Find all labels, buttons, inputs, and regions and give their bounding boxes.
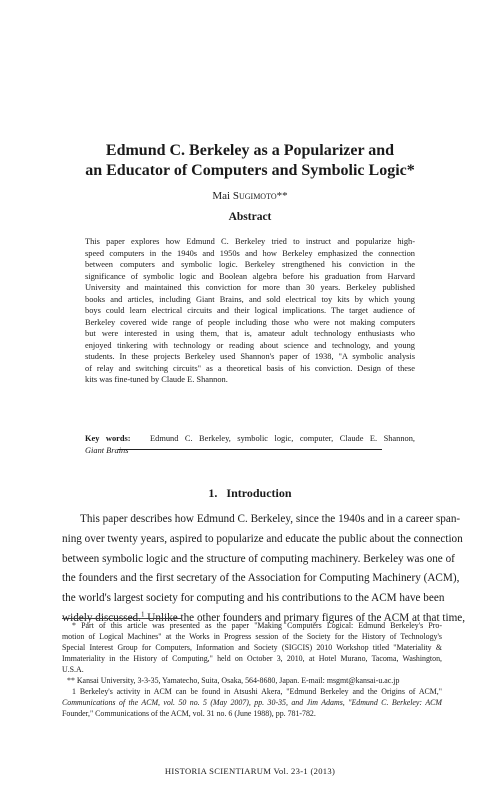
title-line-2: an Educator of Computers and Symbolic Logic* xyxy=(85,162,415,179)
footnote-line: 1 Berkeley's activity in ACM can be found in Atsushi Akera, "Edmund Berkeley and the Origins of ACM," xyxy=(72,687,442,696)
keywords-line-1 xyxy=(85,433,415,445)
abstract-line: kits was fine-tuned by Claude E. Shannon. xyxy=(85,375,228,384)
author-line xyxy=(40,189,460,203)
author-first-name: Mai xyxy=(212,190,231,202)
author-footnote-mark: ** xyxy=(276,190,288,202)
section-number: 1. xyxy=(208,486,218,500)
keywords-block xyxy=(85,433,415,456)
abstract-line: boys could learn electrical circuits and their logical implications. The target audience of xyxy=(85,306,415,315)
footnotes xyxy=(62,620,442,719)
abstract-line: students. In these projects Berkeley used Shannon's paper of 1938, "A symbolic analysis xyxy=(85,352,415,361)
abstract-heading: Abstract xyxy=(228,211,272,223)
footnote-line: Founder," Communications of the ACM, vol. 31 no. 6 (June 1988), pp. 781-782. xyxy=(62,709,316,718)
abstract-line: Berkeley covered wide range of people including those who were not making computers xyxy=(85,317,415,327)
abstract-line: between computers and symbolic logic. Berkeley strengthened his conviction in the xyxy=(85,260,415,269)
author-last-name: Sugimoto xyxy=(232,190,277,202)
body-line: between symbolic logic and the structure of computing machinery. Berkeley was one of xyxy=(62,552,455,565)
title-line-1: Edmund C. Berkeley as a Popularizer and xyxy=(105,142,395,159)
paper-title xyxy=(40,141,460,181)
section-heading xyxy=(40,486,460,501)
abstract-line: significance of symbolic logic and Boolean algebra before his graduation from Harvard xyxy=(85,271,415,281)
abstract-line: of relay and switching circuits" as a theoretical basis of his conviction. Design of these xyxy=(85,363,415,373)
abstract-body xyxy=(85,236,415,386)
body-text-fragment: Unlike the other founders and primary figures of the ACM at that time, xyxy=(144,611,466,624)
footnote-rule xyxy=(62,618,182,619)
footnote-line: U.S.A. xyxy=(62,665,84,674)
keywords-label: Key words: xyxy=(85,434,131,443)
abstract-line: books and articles, including Giant Brains, and sold electrical toy kits by which young xyxy=(85,294,415,304)
footnote-line: ** Kansai University, 3-3-35, Yamatecho, Suita, Osaka, 564-8680, Japan. E-mail: msgmt@kansai-u.ac.jp xyxy=(67,676,400,685)
body-line: ning over twenty years, aspired to popularize and educate the public about the connection xyxy=(62,532,463,545)
abstract-line: enjoyed tinkering with technology or reading about science and technology, and young xyxy=(85,340,415,350)
body-line: This paper describes how Edmund C. Berkeley, since the 1940s and in a career span- xyxy=(80,513,461,525)
keywords-line-2 xyxy=(85,445,415,457)
footnote-line: Communications of the ACM, vol. 50 no. 5 (May 2007), pp. 30-35, and Jim Adams, "Edmund C. Berkeley: ACM xyxy=(62,698,442,707)
footnote-line: * Part of this article was presented as the paper "Making Computers Logical: Edmund Berkeley's Pro- xyxy=(72,621,442,630)
footnote-line: Immateriality in the History of Computing," held on October 3, 2010, at Hotel Murano, Tacoma, Washington, xyxy=(62,654,442,663)
section-title: Introduction xyxy=(226,486,292,500)
keywords-text-2: Giant Brains xyxy=(85,445,129,455)
body-text-fragment: widely discussed. xyxy=(62,611,141,624)
body-line: the founders and the first secretary of the Association for Computing Machinery (ACM), xyxy=(62,572,460,585)
abstract-line: but were interested in using them, that is, amateur adult technology enthusiasts who xyxy=(85,329,415,338)
running-footer: HISTORIA SCIENTIARUM Vol. 23-1 (2013) xyxy=(164,766,336,776)
abstract-line: University and maintained this conviction for more than 30 years. Berkeley published xyxy=(85,283,415,292)
body-paragraph xyxy=(62,510,466,629)
abstract-line: speed computers in the 1940s and 1950s and how Berkeley emphasized the connection xyxy=(85,248,415,258)
footnote-line: Special Interest Group for Computers, Information and Society (SIGCIS) 2010 Workshop titled "Materiality & xyxy=(62,643,442,652)
abstract-line: This paper explores how Edmund C. Berkeley tried to instruct and popularize high- xyxy=(85,237,415,246)
section-divider xyxy=(118,449,382,450)
keywords-text-1: Edmund C. Berkeley, symbolic logic, computer, Claude E. Shannon, xyxy=(150,434,415,443)
footnote-ref-1: 1 xyxy=(140,610,145,619)
body-line: the world's largest society for computing and his contributions to the ACM have been xyxy=(62,592,445,605)
footnote-line: motion of Logical Machines" at the Works in Progress session of the Society for the History of Technology's xyxy=(62,632,442,641)
